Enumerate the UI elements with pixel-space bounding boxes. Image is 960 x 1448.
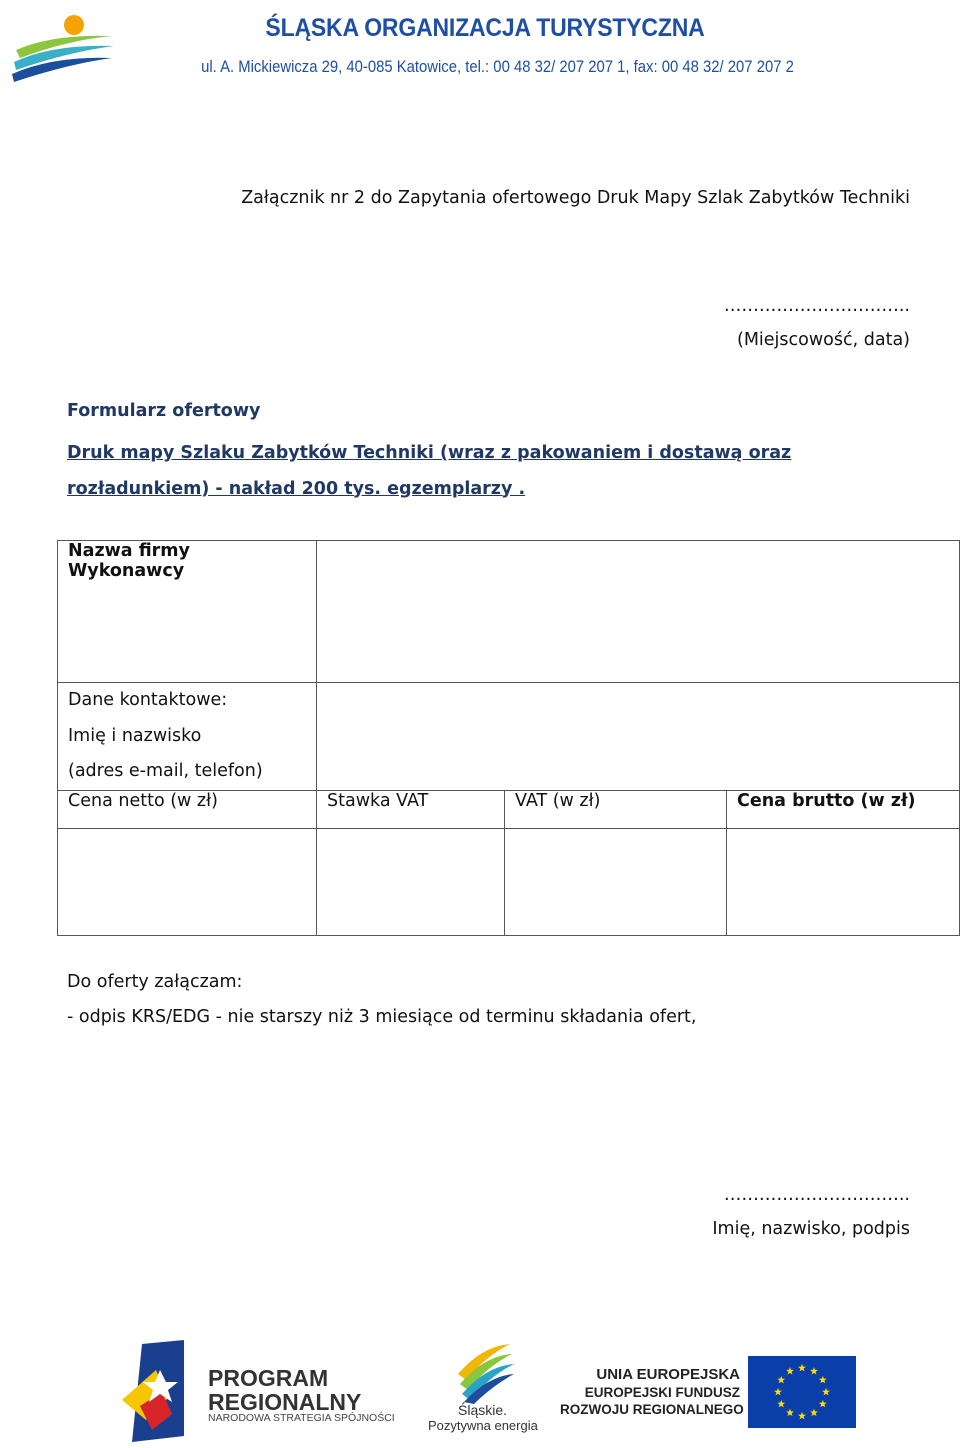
attachments-title: Do oferty załączam: — [67, 972, 243, 992]
slaskie-slogan: Pozytywna energia — [428, 1418, 538, 1433]
place-date-dots: ………………………….. — [723, 296, 910, 316]
vat-rate-field[interactable] — [317, 828, 505, 935]
price-header-row — [58, 790, 960, 828]
contact-label: Dane kontaktowe: — [68, 690, 228, 710]
contact-field[interactable] — [317, 683, 960, 791]
net-price-field[interactable] — [58, 828, 317, 935]
program-regionalny-logo — [122, 1340, 192, 1442]
slaskie-name: Śląskie. — [458, 1402, 508, 1418]
company-name-label: Nazwa firmy Wykonawcy — [58, 541, 317, 683]
vat-amount-header: VAT (w zł) — [505, 790, 727, 828]
vat-rate-header: Stawka VAT — [317, 790, 505, 828]
price-values-row — [58, 828, 960, 935]
organization-logo — [8, 10, 120, 82]
form-title: Formularz ofertowy — [67, 401, 261, 421]
annex-title: Załącznik nr 2 do Zapytania ofertowego Druk Mapy Szlak Zabytków Techniki — [241, 188, 910, 208]
organization-name: ŚLĄSKA ORGANIZACJA TURYSTYCZNA — [265, 14, 705, 42]
company-name-field[interactable] — [317, 541, 960, 683]
program-regionalny-subtitle: NARODOWA STRATEGIA SPÓJNOŚCI — [208, 1412, 395, 1424]
contact-details-label: (adres e-mail, telefon) — [68, 761, 263, 781]
contact-label-cell — [58, 683, 317, 791]
contact-name-label: Imię i nazwisko — [68, 725, 202, 746]
gross-price-field[interactable] — [727, 828, 960, 935]
net-price-header: Cena netto (w zł) — [58, 790, 317, 828]
organization-address: ul. A. Mickiewicza 29, 40-085 Katowice, tel.: 00 48 32/ 207 207 1, fax: 00 48 32/ 207 207 2 — [201, 58, 794, 76]
place-date-label: (Miejscowość, data) — [737, 330, 910, 350]
signature-dots: ………………………….. — [723, 1185, 910, 1205]
program-regionalny-title: PROGRAM REGIONALNY — [208, 1365, 362, 1415]
eu-fund-text: UNIA EUROPEJSKA EUROPEJSKI FUNDUSZ ROZWOJU REGIONALNEGO — [560, 1366, 744, 1417]
attachment-item: - odpis KRS/EDG - nie starszy niż 3 miesiące od terminu składania ofert, — [67, 1007, 697, 1027]
slaskie-logo — [452, 1340, 516, 1404]
form-subtitle: Druk mapy Szlaku Zabytków Techniki (wraz z pakowaniem i dostawą oraz rozładunkiem) - nakład 200 tys. egzemplarzy . — [67, 443, 792, 499]
company-row — [58, 541, 960, 683]
vat-amount-field[interactable] — [505, 828, 727, 935]
eu-flag — [748, 1356, 856, 1428]
gross-price-header: Cena brutto (w zł) — [727, 790, 960, 828]
offer-table — [57, 540, 960, 936]
contact-row — [58, 683, 960, 791]
signature-label: Imię, nazwisko, podpis — [712, 1219, 910, 1239]
